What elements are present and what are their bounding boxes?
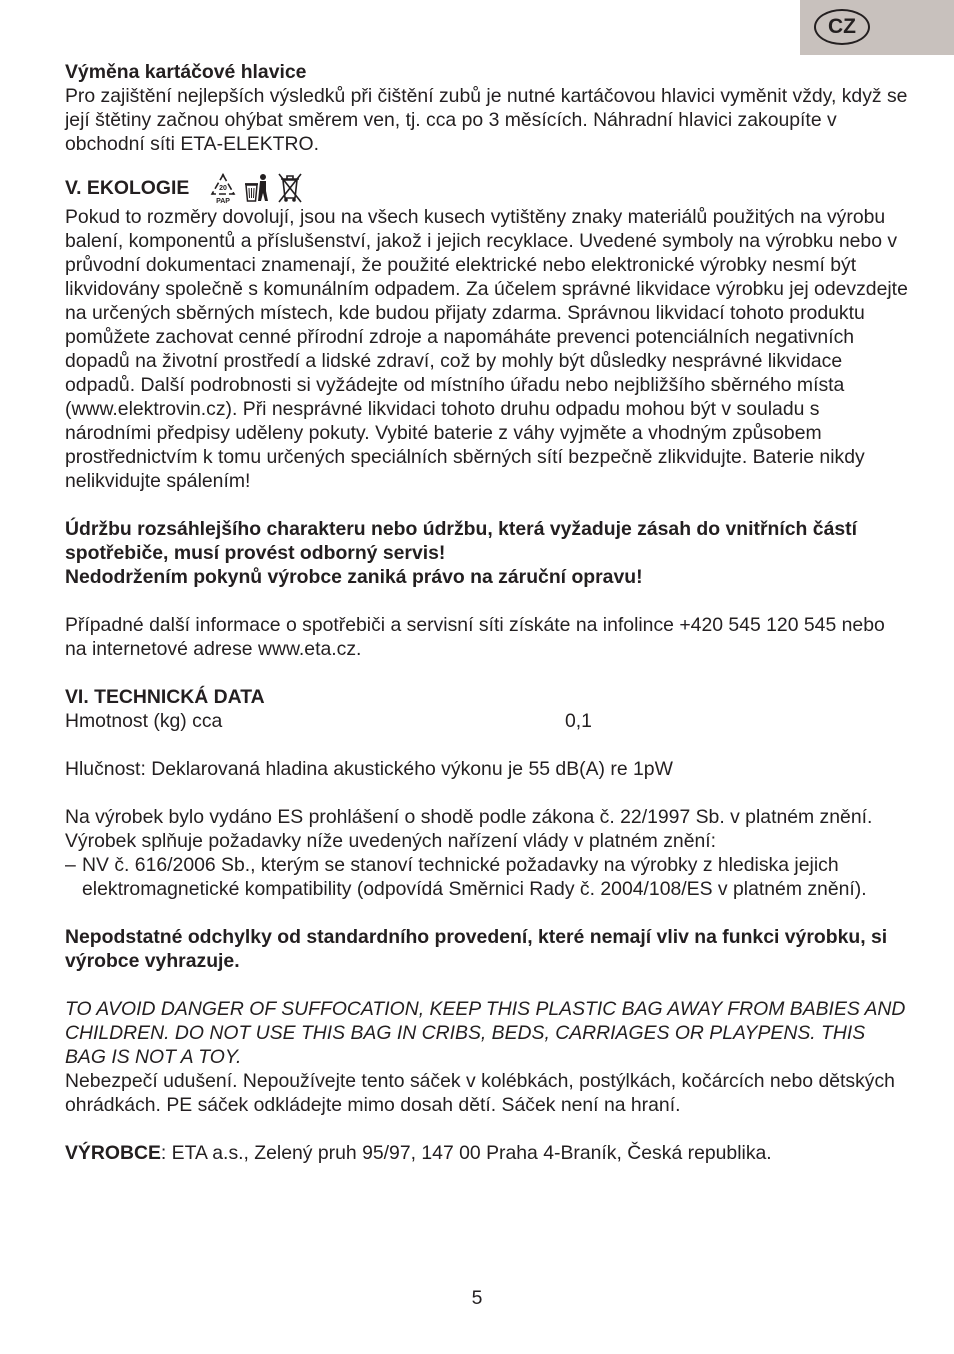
ecology-icons [209,172,303,204]
manufacturer-text: : ETA a.s., Zelený pruh 95/97, 147 00 Praha 4-Braník, Česká republika. [160,1142,772,1164]
service-warning: Údržbu rozsáhlejšího charakteru nebo údržbu, která vyžaduje zásah do vnitřních částí spotřebiče, musí provést odborný servis! [65,518,857,564]
brush-head-text: Pro zajištění nejlepších výsledků při čištění zubů je nutné kartáčovou hlavici vyměnit vždy, když se její štětiny začnou ohýbat směrem ven, tj. cca po 3 měsících. Náhradní hlavici zakoupíte v obchodní síti ETA-ELEKTRO. [65,85,908,155]
weight-row [65,709,910,733]
noise-text: Hlučnost: Deklarovaná hladina akustického výkonu je 55 dB(A) re 1pW [65,758,673,780]
manufacturer-line [65,1141,910,1165]
bag-warning-czech: Nebezpečí udušení. Nepoužívejte tento sáček v kolébkách, postýlkách, kočárcích nebo dětských ohrádkách. PE sáček odkládejte mimo dosah dětí. Sáček není na hraní. [65,1070,895,1116]
list-dash: – [65,854,76,876]
regulation-list-item [65,853,910,901]
ecology-heading: V. EKOLOGIE [65,177,190,199]
declaration-text: Na výrobek bylo vydáno ES prohlášení o shodě podle zákona č. 22/1997 Sb. v platném znění. Výrobek splňuje požadavky níže uvedených nařízení vlády v platném znění: [65,806,873,852]
weight-value: 0,1 [565,710,592,732]
tidyman-bin-icon [243,172,271,204]
deviations-text: Nepodstatné odchylky od standardního provedení, které nemají vliv na funkci výrobku, si výrobce vyhrazuje. [65,926,888,972]
ecology-text: Pokud to rozměry dovolují, jsou na všech kusech vytištěny znaky materiálů použitých na výrobu balení, komponentů a příslušenství, jakož i jejich recyklace. Uvedené symboly na výrobku nebo v průvodní dokumentaci znamenají, že použité elektrické nebo elektronické výrobky nesmí být likvidovány společně s komunálním odpadem. Za účelem správné likvidace výrobku jej odevzdejte na určených sběrných místech, kde budou přijaty zdarma. Správnou likvidací tohoto produktu pomůžete zachovat cenné přírodní zdroje a napomáháte prevenci potenciálních negativních dopadů na životní prostředí a lidské zdraví, což by mohly být důsledky nesprávné likvidace odpadů. Další podrobnosti si vyžádejte od místního úřadu nebo nejbližšího sběrného místa (www.elektrovin.cz). Při nesprávné likvidaci tohoto druhu odpadu mohou být v souladu s národními předpisy uděleny pokuty. Vybité baterie z váhy vyjměte a vhodným způsobem prostřednictvím k tomu určených speciálních sběrných sítí bezpečně zlikvidujte. Baterie nikdy nelikvidujte spálením! [65,206,908,492]
brush-head-heading: Výměna kartáčové hlavice [65,61,307,83]
regulation-text: NV č. 616/2006 Sb., kterým se stanoví technické požadavky na výrobky z hlediska jejich elektromagnetické kompatibility (odpovídá Směrnici Rady č. 2004/108/ES v platném znění). [82,854,867,900]
tech-heading: VI. TECHNICKÁ DATA [65,686,265,708]
info-text: Případné další informace o spotřebiči a servisní síti získáte na infolince +420 545 120 545 nebo na internetové adrese www.eta.cz. [65,614,885,660]
language-badge: CZ [814,9,870,45]
recycle-code: PAP [216,198,231,204]
ecology-heading-row [65,171,910,205]
bag-warning-english: TO AVOID DANGER OF SUFFOCATION, KEEP THIS PLASTIC BAG AWAY FROM BABIES AND CHILDREN. DO NOT USE THIS BAG IN CRIBS, BEDS, CARRIAGES OR PLAYPENS. THIS BAG IS NOT A TOY. [65,998,906,1068]
page-number: 5 [471,1287,483,1309]
weight-label: Hmotnost (kg) cca [65,710,223,732]
crossed-bin-icon [277,172,303,204]
manufacturer-label: VÝROBCE [65,1142,161,1164]
recycle-number: 20 [219,185,228,192]
page-content [65,60,910,1165]
language-tab [800,0,954,55]
warranty-warning: Nedodržením pokynů výrobce zaniká právo na záruční opravu! [65,566,643,588]
recycling-triangle-icon [209,172,237,204]
